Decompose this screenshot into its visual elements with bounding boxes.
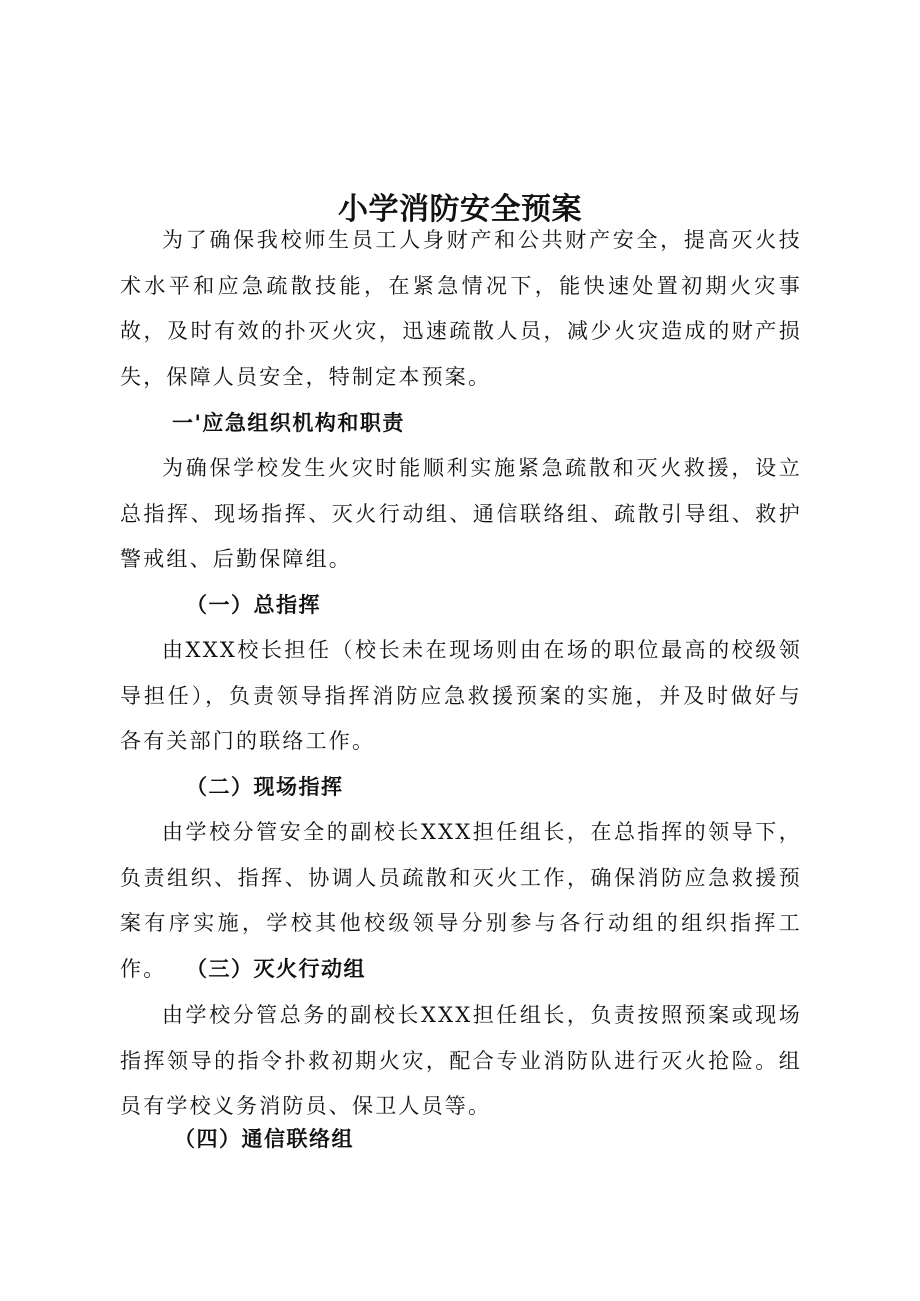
section-paragraph-organization: 为确保学校发生火灾时能顺利实施紧急疏散和灭火救援，设立总指挥、现场指挥、灭火行动组、通信联络组、疏散引导组、救护警戒组、后勤保障组。 xyxy=(120,456,802,571)
subsection-heading-firefighting-group: （三）灭火行动组 xyxy=(186,957,366,981)
subsection-paragraph-commander: 由XXX校长担任（校长未在现场则由在场的职位最高的校级领导担任），负责领导指挥消防应急救援预案的实施，并及时做好与各有关部门的联络工作。 xyxy=(120,638,802,753)
subsection-heading-site-commander: （二）现场指挥 xyxy=(186,775,344,799)
subsection-paragraph-site-commander: 由学校分管安全的副校长XXX担任组长，在总指挥的领导下，负责组织、指挥、协调人员疏散和灭火工作，确保消防应急救援预案有序实施，学校其他校级领导分别参与各行动组的组织指挥工作。 xyxy=(120,820,802,981)
subsection-heading-communication-group: （四）通信联络组 xyxy=(174,1127,354,1151)
intro-paragraph: 为了确保我校师生员工人身财产和公共财产安全，提高灭火技术水平和应急疏散技能，在紧急情况下，能快速处置初期火灾事故，及时有效的扑灭火灾，迅速疏散人员，减少火灾造成的财产损失，保障人员安全，特制定本预案。 xyxy=(120,228,802,389)
subsection-heading-commander: （一）总指挥 xyxy=(186,593,321,617)
section-heading-organization: 一'应急组织机构和职责 xyxy=(172,411,405,435)
document-title: 小学消防安全预案 xyxy=(338,192,582,228)
subsection-paragraph-firefighting-group: 由学校分管总务的副校长XXX担任组长，负责按照预案或现场指挥领导的指令扑救初期火灾，配合专业消防队进行灭火抢险。组员有学校义务消防员、保卫人员等。 xyxy=(120,1003,802,1118)
